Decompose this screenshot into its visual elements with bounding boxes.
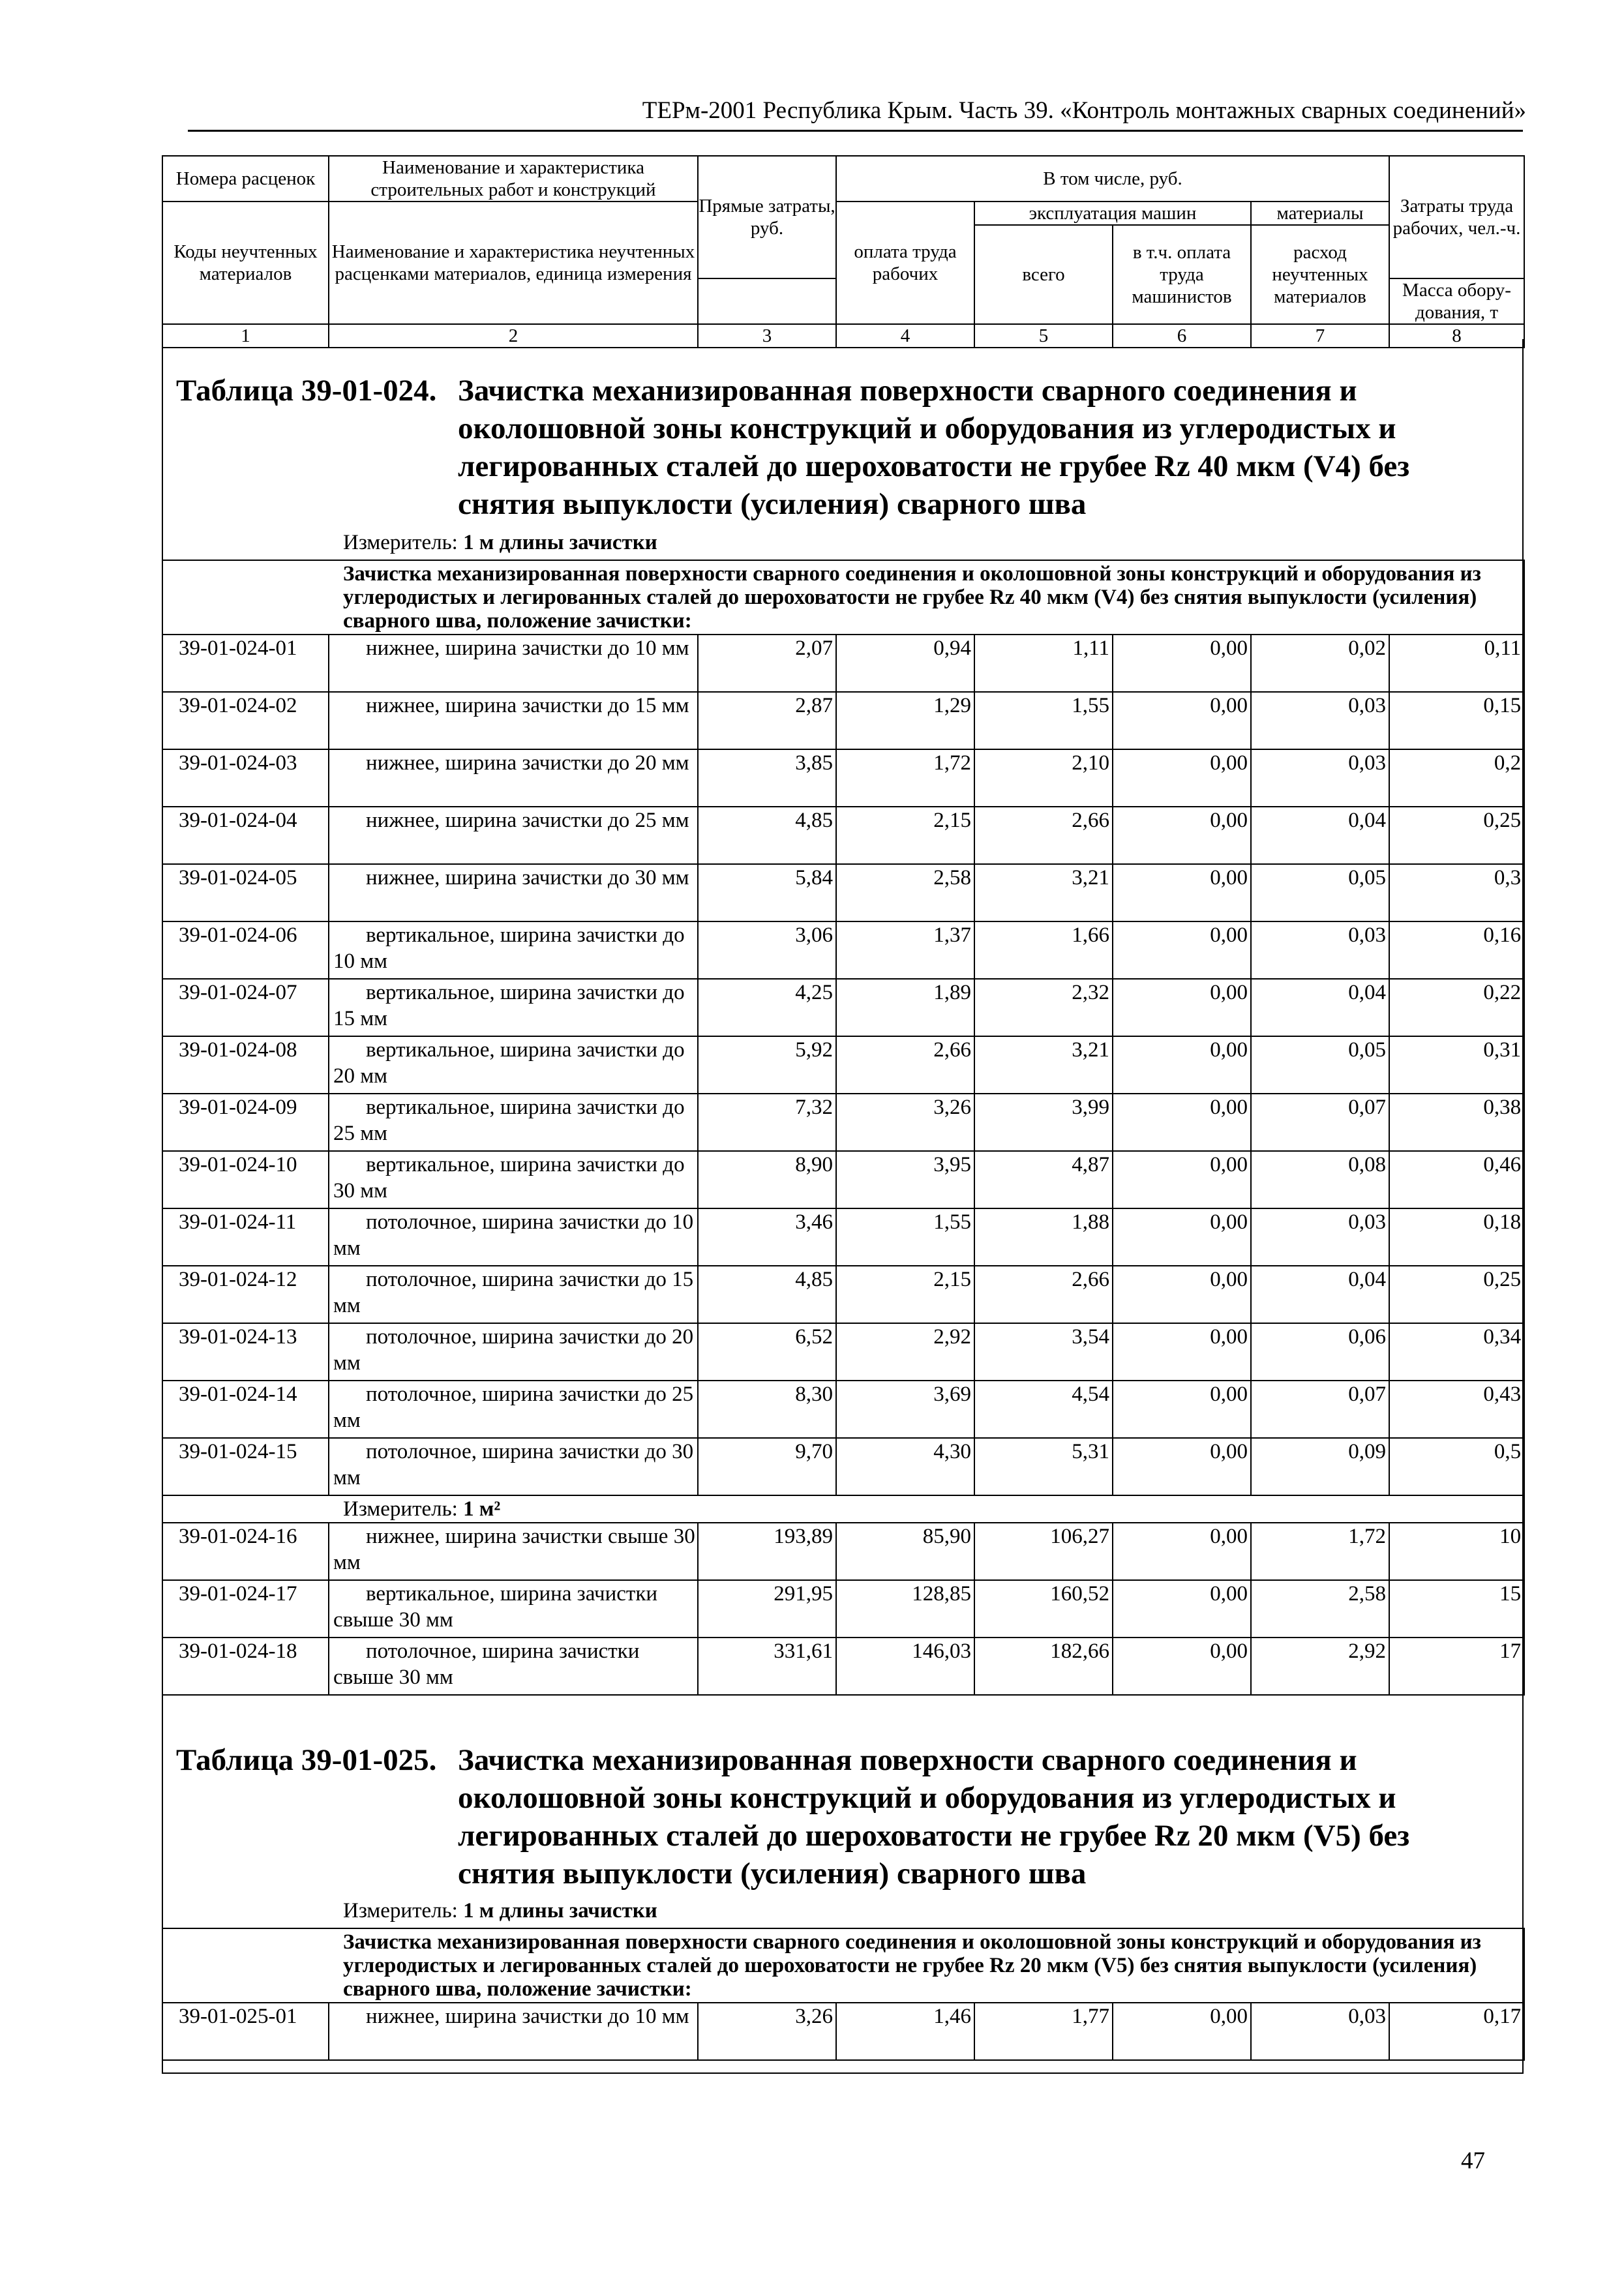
cell-name: потолочное, ширина зачистки до 10 мм bbox=[329, 1208, 698, 1266]
header-machines: эксплуатация машин bbox=[974, 202, 1251, 225]
cell-c7: 0,04 bbox=[1251, 979, 1389, 1036]
cell-c7: 0,07 bbox=[1251, 1094, 1389, 1151]
cell-code: 39-01-024-18 bbox=[162, 1638, 329, 1695]
header-c3-spacer bbox=[698, 278, 836, 324]
cell-code: 39-01-024-14 bbox=[162, 1381, 329, 1438]
cell-c5: 5,31 bbox=[974, 1438, 1113, 1495]
table-row bbox=[162, 1266, 1524, 1323]
cell-c4: 1,46 bbox=[836, 2003, 974, 2060]
header-c4: оплата труда рабочих bbox=[836, 202, 974, 324]
table-row bbox=[162, 1094, 1524, 1151]
cell-name: нижнее, ширина зачистки до 25 мм bbox=[329, 807, 698, 864]
cell-c8: 0,2 bbox=[1389, 749, 1524, 807]
table-row bbox=[162, 2003, 1524, 2060]
cell-c3: 5,84 bbox=[698, 864, 836, 921]
cell-code: 39-01-024-01 bbox=[162, 635, 329, 692]
table1-measure-label: Измеритель: bbox=[343, 531, 458, 554]
cell-name: вертикальное, ширина зачистки до 25 мм bbox=[329, 1094, 698, 1151]
table2-heading bbox=[176, 1741, 1410, 1891]
cell-c6: 0,00 bbox=[1113, 1151, 1251, 1208]
table-row bbox=[162, 1523, 1524, 1580]
table2-measure-value: 1 м длины зачистки bbox=[463, 1899, 657, 1922]
cell-code: 39-01-024-04 bbox=[162, 807, 329, 864]
cell-name: нижнее, ширина зачистки до 10 мм bbox=[329, 2003, 698, 2060]
cell-c3: 2,87 bbox=[698, 692, 836, 749]
cell-c5: 3,21 bbox=[974, 1036, 1113, 1094]
cell-c4: 2,66 bbox=[836, 1036, 974, 1094]
table2-description: Зачистка механизированная поверхности сварного соединения и околошовной зоны конструкций и оборудования из углеродистых и легированных сталей до шероховатости не грубее Rz 20 мкм (V5) без снятия выпуклости (усиления) сварного шва, положение зачистки: bbox=[162, 1928, 1524, 2003]
cell-c7: 2,92 bbox=[1251, 1638, 1389, 1695]
cell-code: 39-01-025-01 bbox=[162, 2003, 329, 2060]
cell-c6: 0,00 bbox=[1113, 1036, 1251, 1094]
cell-c5: 182,66 bbox=[974, 1638, 1113, 1695]
table1-measure2-row bbox=[162, 1495, 1524, 1523]
cell-name: вертикальное, ширина зачистки свыше 30 мм bbox=[329, 1580, 698, 1638]
cell-name: потолочное, ширина зачистки до 25 мм bbox=[329, 1381, 698, 1438]
cell-code: 39-01-024-09 bbox=[162, 1094, 329, 1151]
cell-c5: 3,21 bbox=[974, 864, 1113, 921]
table-row bbox=[162, 1381, 1524, 1438]
header-c1-bottom: Коды неучтенных материалов bbox=[162, 202, 329, 324]
cell-c5: 1,11 bbox=[974, 635, 1113, 692]
cell-c6: 0,00 bbox=[1113, 749, 1251, 807]
cell-code: 39-01-024-10 bbox=[162, 1151, 329, 1208]
table2-data bbox=[162, 1928, 1525, 2061]
cell-c4: 1,55 bbox=[836, 1208, 974, 1266]
cell-code: 39-01-024-15 bbox=[162, 1438, 329, 1495]
cell-c8: 0,5 bbox=[1389, 1438, 1524, 1495]
cell-name: вертикальное, ширина зачистки до 10 мм bbox=[329, 921, 698, 979]
cell-c8: 0,38 bbox=[1389, 1094, 1524, 1151]
cell-c4: 2,15 bbox=[836, 1266, 974, 1323]
cell-c4: 3,95 bbox=[836, 1151, 974, 1208]
cell-c4: 3,26 bbox=[836, 1094, 974, 1151]
cell-c8: 0,15 bbox=[1389, 692, 1524, 749]
cell-code: 39-01-024-03 bbox=[162, 749, 329, 807]
cell-code: 39-01-024-17 bbox=[162, 1580, 329, 1638]
cell-c3: 4,85 bbox=[698, 1266, 836, 1323]
cell-c6: 0,00 bbox=[1113, 1638, 1251, 1695]
cell-c4: 2,15 bbox=[836, 807, 974, 864]
cell-c6: 0,00 bbox=[1113, 807, 1251, 864]
table1-measure2-label: Измеритель: bbox=[343, 1497, 458, 1521]
table-row bbox=[162, 921, 1524, 979]
cell-c8: 0,3 bbox=[1389, 864, 1524, 921]
cell-name: вертикальное, ширина зачистки до 30 мм bbox=[329, 1151, 698, 1208]
table1-title: Зачистка механизированная поверхности сварного соединения и околошовной зоны конструкций и оборудования из углеродистых и легированных сталей до шероховатости не грубее Rz 40 мкм (V4) без снятия выпуклости (усиления) сварного шва bbox=[458, 374, 1410, 521]
cell-name: нижнее, ширина зачистки до 20 мм bbox=[329, 749, 698, 807]
cell-c3: 193,89 bbox=[698, 1523, 836, 1580]
cell-c5: 2,10 bbox=[974, 749, 1113, 807]
cell-c7: 0,05 bbox=[1251, 1036, 1389, 1094]
cell-name: вертикальное, ширина зачистки до 15 мм bbox=[329, 979, 698, 1036]
cell-name: нижнее, ширина зачистки до 30 мм bbox=[329, 864, 698, 921]
cell-c6: 0,00 bbox=[1113, 864, 1251, 921]
cell-c7: 0,04 bbox=[1251, 1266, 1389, 1323]
cell-c8: 0,11 bbox=[1389, 635, 1524, 692]
cell-c6: 0,00 bbox=[1113, 1580, 1251, 1638]
header-c2-bottom: Наименование и характеристика неучтенных расценками материалов, единица измерения bbox=[329, 202, 698, 324]
header-c7: расход неучтенных материалов bbox=[1251, 225, 1389, 324]
cell-c4: 128,85 bbox=[836, 1580, 974, 1638]
cell-c5: 2,66 bbox=[974, 807, 1113, 864]
cell-c7: 0,08 bbox=[1251, 1151, 1389, 1208]
cell-c5: 1,77 bbox=[974, 2003, 1113, 2060]
cell-code: 39-01-024-06 bbox=[162, 921, 329, 979]
cell-c7: 0,04 bbox=[1251, 807, 1389, 864]
cell-c8: 0,25 bbox=[1389, 1266, 1524, 1323]
cell-c5: 2,66 bbox=[974, 1266, 1113, 1323]
cell-c6: 0,00 bbox=[1113, 921, 1251, 979]
cell-c8: 0,43 bbox=[1389, 1381, 1524, 1438]
cell-c5: 2,32 bbox=[974, 979, 1113, 1036]
cell-code: 39-01-024-11 bbox=[162, 1208, 329, 1266]
cell-c8: 17 bbox=[1389, 1638, 1524, 1695]
header-c3: Прямые затраты, руб. bbox=[698, 156, 836, 278]
table-row bbox=[162, 864, 1524, 921]
cell-c4: 1,72 bbox=[836, 749, 974, 807]
table-row bbox=[162, 1323, 1524, 1381]
cell-c5: 1,66 bbox=[974, 921, 1113, 979]
cell-c4: 0,94 bbox=[836, 635, 974, 692]
cell-code: 39-01-024-08 bbox=[162, 1036, 329, 1094]
cell-c3: 3,85 bbox=[698, 749, 836, 807]
cell-code: 39-01-024-02 bbox=[162, 692, 329, 749]
cell-c3: 9,70 bbox=[698, 1438, 836, 1495]
cell-c3: 3,26 bbox=[698, 2003, 836, 2060]
cell-name: потолочное, ширина зачистки до 30 мм bbox=[329, 1438, 698, 1495]
table-row bbox=[162, 807, 1524, 864]
cell-c3: 4,85 bbox=[698, 807, 836, 864]
cell-code: 39-01-024-13 bbox=[162, 1323, 329, 1381]
cell-c6: 0,00 bbox=[1113, 2003, 1251, 2060]
cell-c8: 0,16 bbox=[1389, 921, 1524, 979]
cell-c6: 0,00 bbox=[1113, 1208, 1251, 1266]
cell-c5: 3,99 bbox=[974, 1094, 1113, 1151]
cell-c5: 106,27 bbox=[974, 1523, 1113, 1580]
table1-data bbox=[162, 560, 1525, 1696]
running-header: ТЕРм-2001 Республика Крым. Часть 39. «Контроль монтажных сварных соединений» bbox=[642, 97, 1526, 124]
cell-c8: 0,34 bbox=[1389, 1323, 1524, 1381]
table1-measure2 bbox=[162, 1495, 1524, 1523]
cell-c8: 15 bbox=[1389, 1580, 1524, 1638]
table-row bbox=[162, 1438, 1524, 1495]
header-num-1: 1 bbox=[162, 324, 329, 348]
table1-number: Таблица 39-01-024. bbox=[176, 374, 437, 408]
table1-heading bbox=[176, 372, 1410, 521]
cell-c3: 8,30 bbox=[698, 1381, 836, 1438]
header-c5: всего bbox=[974, 225, 1113, 324]
cell-c6: 0,00 bbox=[1113, 1381, 1251, 1438]
cell-c3: 8,90 bbox=[698, 1151, 836, 1208]
cell-code: 39-01-024-16 bbox=[162, 1523, 329, 1580]
header-c6: в т.ч. оплата труда машинистов bbox=[1113, 225, 1251, 324]
table-row bbox=[162, 979, 1524, 1036]
cell-c3: 2,07 bbox=[698, 635, 836, 692]
header-materials: материалы bbox=[1251, 202, 1389, 225]
cell-c8: 0,46 bbox=[1389, 1151, 1524, 1208]
table-row bbox=[162, 1151, 1524, 1208]
cell-c4: 3,69 bbox=[836, 1381, 974, 1438]
cell-c6: 0,00 bbox=[1113, 1438, 1251, 1495]
cell-c6: 0,00 bbox=[1113, 1266, 1251, 1323]
table2-title: Зачистка механизированная поверхности сварного соединения и околошовной зоны конструкций и оборудования из углеродистых и легированных сталей до шероховатости не грубее Rz 20 мкм (V5) без снятия выпуклости (усиления) сварного шва bbox=[458, 1743, 1410, 1891]
cell-code: 39-01-024-12 bbox=[162, 1266, 329, 1323]
cell-c7: 0,03 bbox=[1251, 749, 1389, 807]
header-num-3: 3 bbox=[698, 324, 836, 348]
cell-c7: 0,07 bbox=[1251, 1381, 1389, 1438]
cell-c3: 3,46 bbox=[698, 1208, 836, 1266]
cell-c7: 0,02 bbox=[1251, 635, 1389, 692]
cell-c4: 2,58 bbox=[836, 864, 974, 921]
header-num-6: 6 bbox=[1113, 324, 1251, 348]
column-header-table bbox=[162, 155, 1525, 348]
cell-c8: 0,22 bbox=[1389, 979, 1524, 1036]
cell-c8: 0,31 bbox=[1389, 1036, 1524, 1094]
cell-c5: 160,52 bbox=[974, 1580, 1113, 1638]
cell-c7: 0,03 bbox=[1251, 921, 1389, 979]
table-row bbox=[162, 1638, 1524, 1695]
cell-c7: 0,03 bbox=[1251, 2003, 1389, 2060]
cell-c7: 0,05 bbox=[1251, 864, 1389, 921]
cell-c5: 4,87 bbox=[974, 1151, 1113, 1208]
cell-c4: 146,03 bbox=[836, 1638, 974, 1695]
header-num-2: 2 bbox=[329, 324, 698, 348]
cell-c8: 0,25 bbox=[1389, 807, 1524, 864]
table1-measure2-value: 1 м² bbox=[463, 1497, 501, 1521]
header-c8-top: Затраты труда рабочих, чел.-ч. bbox=[1389, 156, 1524, 278]
header-num-5: 5 bbox=[974, 324, 1113, 348]
cell-c3: 3,06 bbox=[698, 921, 836, 979]
header-c8-bottom: Масса обору-дования, т bbox=[1389, 278, 1524, 324]
header-num-7: 7 bbox=[1251, 324, 1389, 348]
cell-c4: 85,90 bbox=[836, 1523, 974, 1580]
cell-name: потолочное, ширина зачистки до 20 мм bbox=[329, 1323, 698, 1381]
cell-c5: 4,54 bbox=[974, 1381, 1113, 1438]
table1-measure bbox=[343, 530, 657, 556]
table-row bbox=[162, 1580, 1524, 1638]
cell-c8: 0,17 bbox=[1389, 2003, 1524, 2060]
cell-code: 39-01-024-07 bbox=[162, 979, 329, 1036]
table1-description: Зачистка механизированная поверхности сварного соединения и околошовной зоны конструкций и оборудования из углеродистых и легированных сталей до шероховатости не грубее Rz 40 мкм (V4) без снятия выпуклости (усиления) сварного шва, положение зачистки: bbox=[162, 560, 1524, 635]
table-row bbox=[162, 1036, 1524, 1094]
cell-c3: 6,52 bbox=[698, 1323, 836, 1381]
cell-c7: 0,03 bbox=[1251, 1208, 1389, 1266]
cell-c5: 1,55 bbox=[974, 692, 1113, 749]
cell-c4: 4,30 bbox=[836, 1438, 974, 1495]
table2-number: Таблица 39-01-025. bbox=[176, 1743, 437, 1777]
cell-c6: 0,00 bbox=[1113, 1094, 1251, 1151]
cell-c3: 4,25 bbox=[698, 979, 836, 1036]
cell-name: нижнее, ширина зачистки свыше 30 мм bbox=[329, 1523, 698, 1580]
header-c1-top: Номера расценок bbox=[162, 156, 329, 202]
table-row bbox=[162, 749, 1524, 807]
cell-c4: 1,37 bbox=[836, 921, 974, 979]
cell-name: вертикальное, ширина зачистки до 20 мм bbox=[329, 1036, 698, 1094]
cell-c5: 3,54 bbox=[974, 1323, 1113, 1381]
page-number: 47 bbox=[1461, 2147, 1485, 2174]
cell-c6: 0,00 bbox=[1113, 635, 1251, 692]
table1-measure-value: 1 м длины зачистки bbox=[463, 531, 657, 554]
cell-c6: 0,00 bbox=[1113, 692, 1251, 749]
cell-c7: 2,58 bbox=[1251, 1580, 1389, 1638]
cell-c3: 5,92 bbox=[698, 1036, 836, 1094]
cell-c7: 0,09 bbox=[1251, 1438, 1389, 1495]
cell-name: потолочное, ширина зачистки до 15 мм bbox=[329, 1266, 698, 1323]
cell-c4: 2,92 bbox=[836, 1323, 974, 1381]
cell-c3: 291,95 bbox=[698, 1580, 836, 1638]
header-num-8: 8 bbox=[1389, 324, 1524, 348]
cell-c8: 0,18 bbox=[1389, 1208, 1524, 1266]
cell-c4: 1,29 bbox=[836, 692, 974, 749]
table-row bbox=[162, 635, 1524, 692]
cell-name: потолочное, ширина зачистки свыше 30 мм bbox=[329, 1638, 698, 1695]
table-row bbox=[162, 1208, 1524, 1266]
header-rule bbox=[188, 130, 1523, 132]
cell-c4: 1,89 bbox=[836, 979, 974, 1036]
cell-c6: 0,00 bbox=[1113, 1323, 1251, 1381]
header-incl: В том числе, руб. bbox=[836, 156, 1389, 202]
cell-c8: 10 bbox=[1389, 1523, 1524, 1580]
cell-c6: 0,00 bbox=[1113, 1523, 1251, 1580]
table-row bbox=[162, 692, 1524, 749]
cell-name: нижнее, ширина зачистки до 15 мм bbox=[329, 692, 698, 749]
cell-c6: 0,00 bbox=[1113, 979, 1251, 1036]
cell-c7: 0,06 bbox=[1251, 1323, 1389, 1381]
cell-c5: 1,88 bbox=[974, 1208, 1113, 1266]
header-c2-top: Наименование и характеристика строительных работ и конструкций bbox=[329, 156, 698, 202]
cell-c3: 7,32 bbox=[698, 1094, 836, 1151]
cell-c7: 0,03 bbox=[1251, 692, 1389, 749]
header-num-4: 4 bbox=[836, 324, 974, 348]
cell-c3: 331,61 bbox=[698, 1638, 836, 1695]
cell-code: 39-01-024-05 bbox=[162, 864, 329, 921]
cell-c7: 1,72 bbox=[1251, 1523, 1389, 1580]
table2-measure bbox=[343, 1898, 657, 1924]
cell-name: нижнее, ширина зачистки до 10 мм bbox=[329, 635, 698, 692]
table2-measure-label: Измеритель: bbox=[343, 1899, 458, 1922]
